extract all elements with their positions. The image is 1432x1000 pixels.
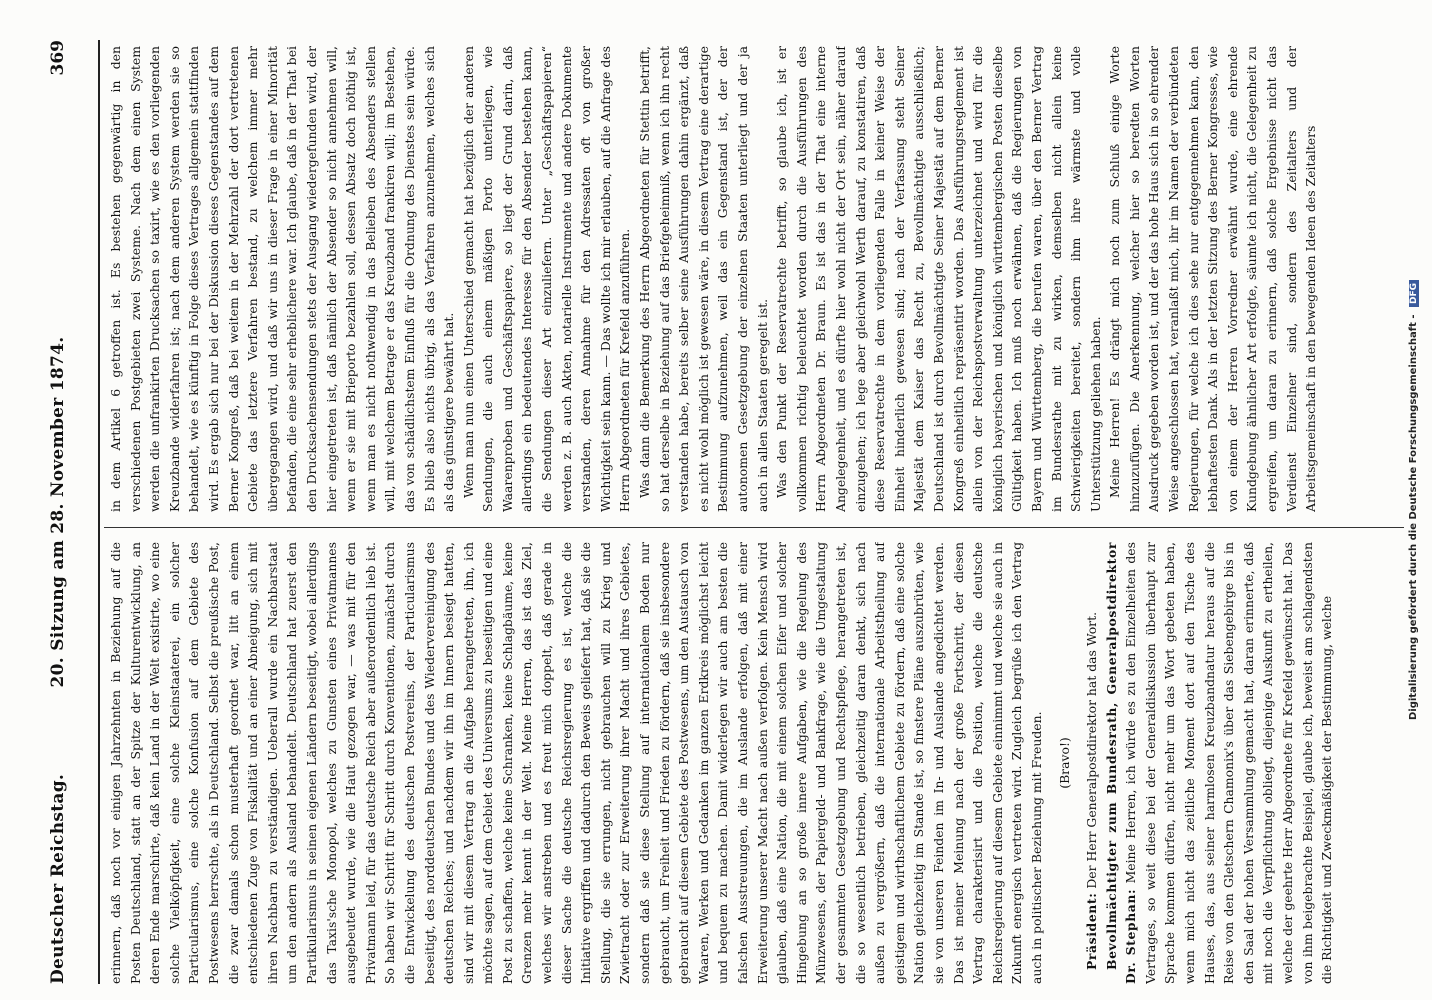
speaker-text: Meine Herren, ich würde es zu den Einzelheiten des Vertrages, so weit diese bei der Generaldiskussion überhaupt zur Sprache kommen dürfen, nicht mehr um das Wort gebeten haben, wenn mich nicht das zeitliche Moment dort auf den Tische des Hauses, das, aus seiner harmlosen Kreuzbandnatur heraus auf die Reise von den Gletschern Chamonix's über das Siebengebirge bis in den Saal der hohen Versammlung gemacht hat, daran erinnerte, daß mit noch die Verpflichtung obliegt, diejenige Auskunft zu ertheilen, welche der geehrte Herr Abgeordnete für Krefeld gewünscht hat. Das von ihm beigebrachte Beispiel, glaube ich, beweist am schlagendsten die Richtigkeit und Zweckmäßigkeit der Bestimmung, welche xyxy=(1123,542,1335,984)
president-paragraph xyxy=(1082,542,1102,984)
digitization-credit xyxy=(1408,0,1419,1000)
credit-text: Digitalisierung gefördert durch die Deutsche Forschungsgemeinschaft - xyxy=(1408,314,1419,721)
right-paragraph: in dem Artikel 6 getroffen ist. Es bestehen gegenwärtig in den verschiedenen Postgebieten zwei Systeme. Nach dem einen System werden die unfrankirten Drucksachen so taxirt, wie es den vorliegenden Kreuzbande widerfahren ist; nach dem anderen System werden sie so behandelt, wie es künftig in Folge dieses Vertrages allgemein stattfinden wird. Es ergab sich nur bei der Diskussion dieses Gegenstandes auf dem Berner Kongreß, daß bei weitem in der Mehrzahl der dort vertretenen Gebiete das letztere Verfahren bestand, zu welchem immer mehr übergegangen wird, und daß wir uns in dieser Frage in einer Minorität befanden, die eine sehr erheblichere war. Ich glaube, daß in der That bei den Drucksachensendungen stets der Ausgang wiedergefunden wird, der hier eingetreten ist, daß nämlich der Absender so nicht annehmen will, wenn er sie mit Brieporto bezahlen soll, dessen Absatz doch nöthig ist, wenn man es nicht nothwendig in das Belieben des Absenders stellen will, mit welchem Betrage er das Kreuzband frankiren will; im Bestehen, das von schädlichstem Einfluß für die Ordnung des Dienstes sein würde. Es blieb also nichts übrig, als das Verfahren anzunehmen, welches sich als das günstigere bewährt hat. xyxy=(108,46,457,512)
applause-note: (Bravo!) xyxy=(1056,737,1072,789)
page-header xyxy=(40,40,76,984)
left-paragraph: erinnern, daß noch vor einigen Jahrzehnten in Beziehung auf die Posten Deutschland, statt an der Spitze der Kulturentwicklung, an deren Ende marschirte, daß kein Land in der Welt existirte, wo eine solche Vielköpfigkeit, eine solche Kleinstaaterei, ein solcher Particularismus, eine solche Konfusion auf dem Gebiete des Postwesens herrschte, als in Deutschland. Selbst die preußische Post, die zwar damals schon musterhaft geordnet war, litt an einem entschiedenen Zuge von Fiskalität und an einer Abneigung, sich mit ihren Nachbarn zu verständigen. Ueberall wurde ein Nachbarstaat um den andern als Ausland behandelt. Deutschland hat zuerst den Partikularismus in seinen eigenen Ländern beseitigt, wobei allerdings das Taxis'sche Monopol, welches zu Gunsten eines Privatmannes ausgebeutet wurde, wie die Haut gezogen war, — was mit für den Privatmann leid, für das deutsche Reich aber außerordentlich lieb ist. So haben wir Schritt für Schritt durch Konventionen, zunächst durch die Entwickelung des deutschen Postvereins, der Particularismus beseitigt, des norddeutschen Bundes und des Wiedervereinigung des deutschen Reiches; und nachdem wir ihn im Innern besiegt hatten, sind wir mit diesem Vertrag an die Aufgabe herangetreten, ihn, ich möchte sagen, auf dem Gebiet des Universums zu beseitigen und eine Post zu schaffen, welche keine Schranken, keine Schlagbäume, keine Grenzen mehr kennt in der Welt. Meine Herren, das ist das Ziel, welches wir anstreben und es freut mich doppelt, daß gerade in dieser Sache die deutsche Reichsregierung es ist, welche die Initiative ergriffen und dadurch den Beweis geliefert hat, daß sie die Stellung, die sie errungen, nicht gebrauchen will zu Krieg und Zwietracht oder zur Erweiterung ihrer Macht und ihres Gebietes, sondern daß sie diese Stellung auf internationalem Boden nur gebraucht, um Freiheit und Frieden zu fördern, daß sie insbesondere gebraucht auf diesem Gebiete des Postwesens, um den Austausch von Waaren, Werken und Gedanken im ganzen Erdkreis möglichst leicht und bequem zu machen. Damit widerlegen wir auch am besten die falschen Ausstreuungen, die im Auslande erfolgen, daß mit einer Erweiterung unserer Macht nach außen verfolgen. Kein Mensch wird glauben, daß eine Nation, die mit einem solchen Eifer und solcher Hingebung an so große innere Aufgaben, wie die Regelung des Münzwesens, der Papiergeld- und Bankfrage, wie die Umgestaltung der gesammten Gesetzgebung und Rechtspflege, herangetreten ist, die so wesentlich betrieben, gleichzeitig daran denkt, sich nach außen zu vergrößern, daß die internationale Arbeitstheilung auf geistigem und wirthschaftlichem Gebiete zu fördern, daß eine solche Nation gleichzeitig im Stande ist, so finstere Pläne auszubrüten, wie sie von unseren Feinden im In- und Auslande angedichtet werden. Das ist meiner Meinung nach der große Fortschritt, der diesen Vertrag charakterisirt und die Position, welche die deutsche Reichsregierung auf diesem Gebiete einnimmt und welche sie auch in Zukunft energisch vertreten wird. Zugleich begrüße ich den Vertrag auch in politischer Beziehung mit Freuden. xyxy=(108,542,1044,984)
left-column xyxy=(106,542,1396,984)
header-rule xyxy=(98,40,100,984)
right-column xyxy=(106,46,1396,512)
header-publication: Deutscher Reichstag. xyxy=(48,773,68,984)
speaker-name: Bevollmächtigter zum Bundesrath, Generalpostdirektor Dr. Stephan: xyxy=(1103,542,1139,984)
column-divider xyxy=(104,527,1404,528)
page-number: 369 xyxy=(48,40,68,76)
right-paragraph: Was den Punkt der Reservatrechte betrifft, so glaube ich, ist er vollkommen richtig beleuchtet worden durch die Ausführungen des Herrn Abgeordneten Dr. Braun. Es ist das in der That eine interne Angelegenheit, und es dürfte hier wohl nicht der Ort sein, näher darauf einzugehen; ich lege aber gleichwohl Werth darauf, zu konstatiren, daß diese Reservatrechte in dem vorliegenden Falle in keiner Weise der Einheit hinderlich gewesen sind; nach der Verfassung steht Seiner Majestät dem Kaiser das Recht zu, Bevollmächtigte ausschließlich; Deutschland ist durch Bevollmächtigte Seiner Majestät auf dem Berner Kongreß einheitlich repräsentirt worden. Das Ausführungsreglement ist allein von der Reichspostverwaltung unterzeichnet und wird für die königlich bayerischen und königlich württembergischen Posten dieselbe Gültigkeit haben. Ich muß noch erwähnen, daß die Regierungen von Bayern und Württemberg, die berufen waren, über den Berner Vertrag im Bundesrathe mit zu wirken, demselben nicht allein keine Schwierigkeiten bereitet, sondern ihm ihre wärmste und volle Unterstützung geliehen haben. xyxy=(774,46,1103,512)
president-text: Der Herr Generalpostdirektor hat das Wort. xyxy=(1084,611,1100,889)
right-paragraph: Meine Herren! Es drängt mich noch zum Schluß einige Worte hinzuzufügen. Die Anerkennung, welcher hier so beredten Worten Ausdruck gegeben worden ist, und der das hohe Haus sich in so ehrender Weise angeschlossen hat, veranlaßt mich, ihr im Namen der verbündeten Regierungen, für welche ich dies sehe nur entgegennehmen kann, den lebhaftesten Dank. Als in der letzten Sitzung des Berner Kongresses, wie von einem der Herren Vorredner erwähnt wurde, eine ehrende Kundgebung ähnlicher Art erfolgte, säumte ich nicht, die Gelegenheit zu ergreifen, um daran zu erinnern, daß solche Ergebnisse nicht das Verdienst Einzelner sind, sondern des Zeitalters und der Arbeitsgemeinschaft in den bewegenden Ideen des Zeitalters xyxy=(1107,46,1319,512)
dfg-logo: DFG xyxy=(1409,280,1419,307)
right-paragraph: Was dann die Bemerkung des Herrn Abgeordneten für Stettin betrifft, so hat derselbe in Beziehung auf das Briefgeheimniß, wenn ich ihn recht verstanden habe, bereits selber seine Ausführungen dahin ergänzt, daß es nicht wohl möglich ist gewesen wäre, in diesem Vertrag eine derartige Bestimmung aufzunehmen, weil das ein Gegenstand ist, der der autonomen Gesetzgebung der einzelnen Staaten unterliegt und der ja auch in allen Staaten geregelt ist. xyxy=(637,46,770,512)
header-session: 20. Sitzung am 28. November 1874. xyxy=(48,336,68,688)
speaker-paragraph xyxy=(1102,542,1337,984)
president-speaker: Präsident: xyxy=(1084,892,1100,970)
right-paragraph: Wenn man nun einen Unterschied gemacht hat bezüglich der anderen Sendungen, die auch einem mäßigen Porto unterliegen, wie Waarenproben und Geschäftspapiere, so liegt der Grund darin, daß allerdings ein bedeutendes Interesse für den Absender bestehen kann, die Sendungen dieser Art einzuliefern. Unter „Geschäftspapieren“ werden z. B. auch Akten, notarielle Instrumente und andere Dokumente verstanden, deren Annahme für den Adressaten oft von großer Wichtigkeit sein kann. — Das wollte ich mir erlauben, auf die Anfrage des Herrn Abgeordneten für Krefeld anzuführen. xyxy=(460,46,633,512)
